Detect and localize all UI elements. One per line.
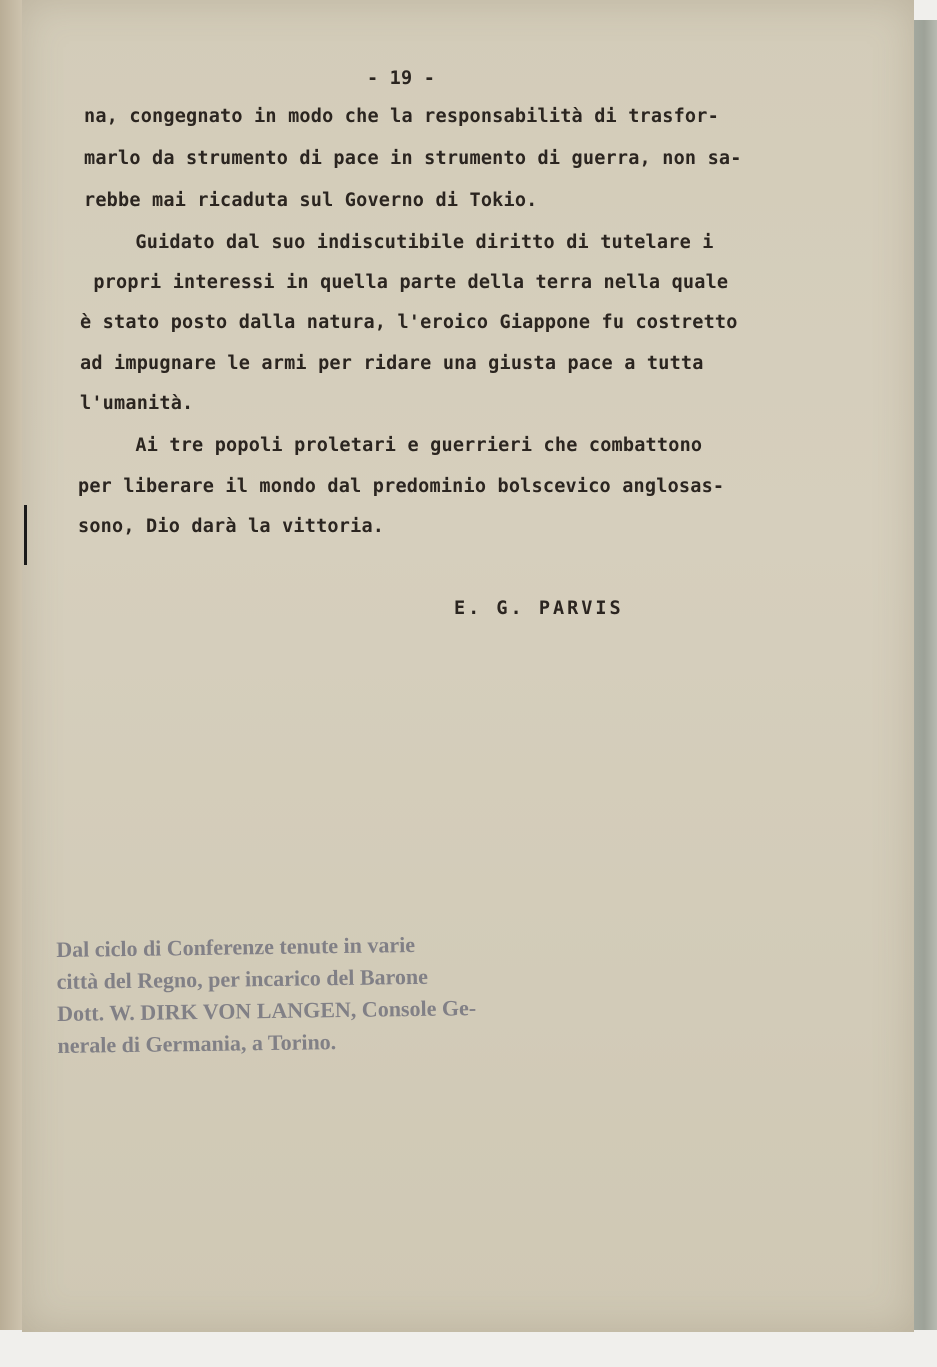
stamp-line: nerale di Germania, a Torino. (57, 1029, 337, 1058)
text-line: Guidato dal suo indiscutibile diritto di tutelare i (90, 232, 714, 253)
page-number: - 19 - (367, 68, 436, 89)
signature: E. G. PARVIS (454, 598, 624, 619)
text-line: ad impugnare le armi per ridare una giusta pace a tutta (80, 353, 704, 374)
text-line: propri interessi in quella parte della terra nella quale (82, 272, 729, 293)
text-line: na, congegnato in modo che la responsabilità di trasfor- (84, 106, 719, 127)
stamp-line: città del Regno, per incarico del Barone (56, 963, 429, 994)
stamp-line: Dott. W. DIRK VON LANGEN, Console Ge- (56, 995, 477, 1026)
text-line: l'umanità. (80, 393, 194, 414)
text-line: è stato posto dalla natura, l'eroico Giappone fu costretto (80, 312, 738, 333)
document-page (22, 0, 914, 1332)
text-line: sono, Dio darà la vittoria. (78, 516, 385, 537)
text-line: marlo da strumento di pace in strumento di guerra, non sa- (84, 148, 742, 169)
text-line: Ai tre popoli proletari e guerrieri che combattono (90, 435, 703, 456)
text-line: per liberare il mondo dal predominio bolscevico anglosas- (78, 476, 725, 497)
text-line: rebbe mai ricaduta sul Governo di Tokio. (84, 190, 538, 211)
binding-thread (24, 505, 27, 565)
rubber-stamp (56, 928, 477, 1062)
stamp-line: Dal ciclo di Conferenze tenute in varie (56, 931, 416, 962)
